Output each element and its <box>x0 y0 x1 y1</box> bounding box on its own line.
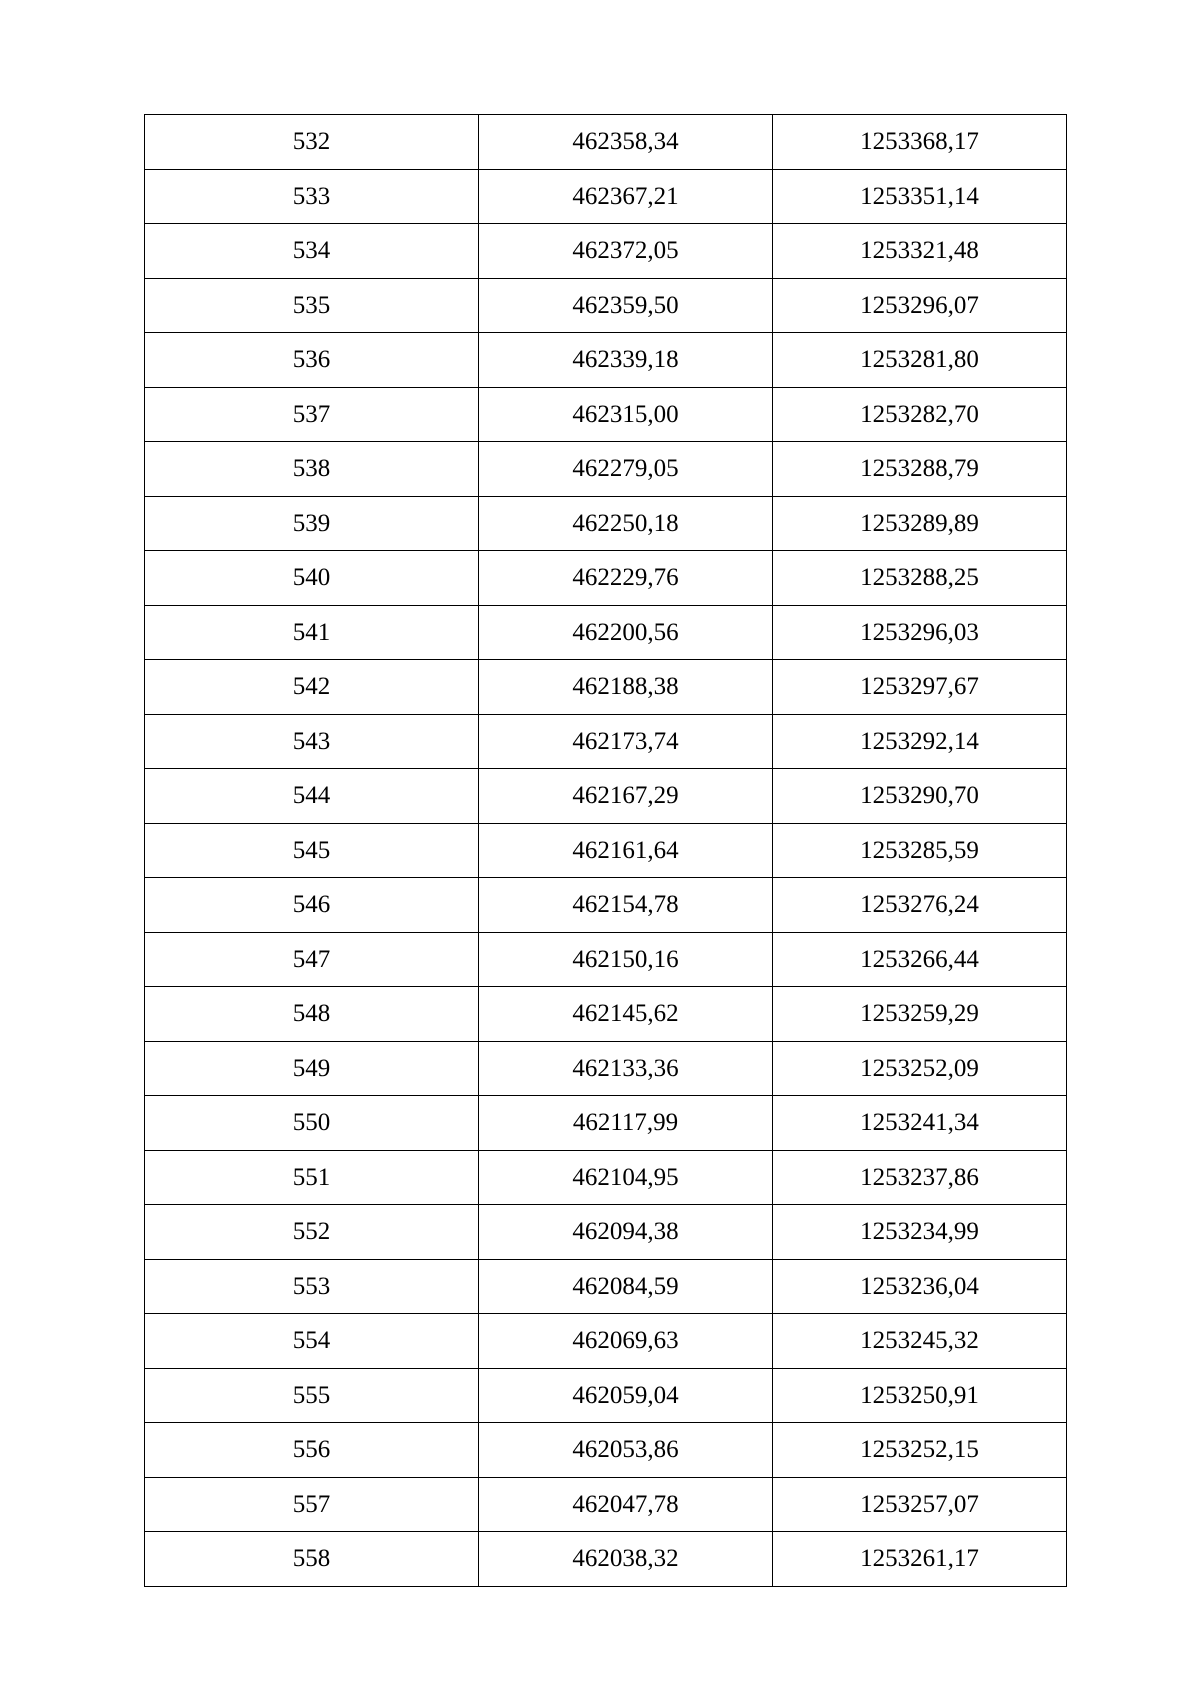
table-row <box>145 1532 1067 1587</box>
x-coordinate-cell: 462315,00 <box>479 387 773 442</box>
point-number-cell: 548 <box>145 987 479 1042</box>
x-coordinate-cell: 462167,29 <box>479 769 773 824</box>
point-number-cell: 547 <box>145 932 479 987</box>
table-row <box>145 1259 1067 1314</box>
table-row <box>145 1041 1067 1096</box>
table-row <box>145 878 1067 933</box>
point-number-cell: 536 <box>145 333 479 388</box>
point-number-cell: 546 <box>145 878 479 933</box>
y-coordinate-cell: 1253281,80 <box>773 333 1067 388</box>
y-coordinate-cell: 1253351,14 <box>773 169 1067 224</box>
table-row <box>145 496 1067 551</box>
y-coordinate-cell: 1253259,29 <box>773 987 1067 1042</box>
point-number-cell: 545 <box>145 823 479 878</box>
x-coordinate-cell: 462145,62 <box>479 987 773 1042</box>
y-coordinate-cell: 1253236,04 <box>773 1259 1067 1314</box>
point-number-cell: 543 <box>145 714 479 769</box>
table-row <box>145 660 1067 715</box>
point-number-cell: 557 <box>145 1477 479 1532</box>
point-number-cell: 549 <box>145 1041 479 1096</box>
table-row <box>145 1423 1067 1478</box>
table-row <box>145 1150 1067 1205</box>
y-coordinate-cell: 1253292,14 <box>773 714 1067 769</box>
x-coordinate-cell: 462150,16 <box>479 932 773 987</box>
y-coordinate-cell: 1253245,32 <box>773 1314 1067 1369</box>
point-number-cell: 539 <box>145 496 479 551</box>
point-number-cell: 554 <box>145 1314 479 1369</box>
x-coordinate-cell: 462154,78 <box>479 878 773 933</box>
point-number-cell: 537 <box>145 387 479 442</box>
x-coordinate-cell: 462053,86 <box>479 1423 773 1478</box>
table-row <box>145 823 1067 878</box>
x-coordinate-cell: 462367,21 <box>479 169 773 224</box>
x-coordinate-cell: 462279,05 <box>479 442 773 497</box>
point-number-cell: 532 <box>145 115 479 170</box>
table-row <box>145 333 1067 388</box>
x-coordinate-cell: 462094,38 <box>479 1205 773 1260</box>
y-coordinate-cell: 1253261,17 <box>773 1532 1067 1587</box>
x-coordinate-cell: 462059,04 <box>479 1368 773 1423</box>
table-row <box>145 169 1067 224</box>
x-coordinate-cell: 462104,95 <box>479 1150 773 1205</box>
y-coordinate-cell: 1253288,25 <box>773 551 1067 606</box>
table-row <box>145 115 1067 170</box>
y-coordinate-cell: 1253285,59 <box>773 823 1067 878</box>
point-number-cell: 534 <box>145 224 479 279</box>
x-coordinate-cell: 462173,74 <box>479 714 773 769</box>
table-row <box>145 387 1067 442</box>
y-coordinate-cell: 1253297,67 <box>773 660 1067 715</box>
table-row <box>145 1314 1067 1369</box>
point-number-cell: 540 <box>145 551 479 606</box>
table-row <box>145 442 1067 497</box>
y-coordinate-cell: 1253296,07 <box>773 278 1067 333</box>
table-row <box>145 1096 1067 1151</box>
x-coordinate-cell: 462200,56 <box>479 605 773 660</box>
point-number-cell: 553 <box>145 1259 479 1314</box>
table-row <box>145 987 1067 1042</box>
y-coordinate-cell: 1253257,07 <box>773 1477 1067 1532</box>
table-row <box>145 278 1067 333</box>
x-coordinate-cell: 462359,50 <box>479 278 773 333</box>
y-coordinate-cell: 1253250,91 <box>773 1368 1067 1423</box>
coordinates-table <box>144 114 1067 1587</box>
point-number-cell: 558 <box>145 1532 479 1587</box>
x-coordinate-cell: 462084,59 <box>479 1259 773 1314</box>
x-coordinate-cell: 462117,99 <box>479 1096 773 1151</box>
x-coordinate-cell: 462133,36 <box>479 1041 773 1096</box>
point-number-cell: 538 <box>145 442 479 497</box>
point-number-cell: 556 <box>145 1423 479 1478</box>
x-coordinate-cell: 462339,18 <box>479 333 773 388</box>
x-coordinate-cell: 462188,38 <box>479 660 773 715</box>
x-coordinate-cell: 462372,05 <box>479 224 773 279</box>
table-row <box>145 1205 1067 1260</box>
table-row <box>145 769 1067 824</box>
table-row <box>145 1477 1067 1532</box>
y-coordinate-cell: 1253266,44 <box>773 932 1067 987</box>
point-number-cell: 552 <box>145 1205 479 1260</box>
x-coordinate-cell: 462069,63 <box>479 1314 773 1369</box>
table-row <box>145 224 1067 279</box>
coordinates-table-body <box>145 115 1067 1587</box>
y-coordinate-cell: 1253276,24 <box>773 878 1067 933</box>
y-coordinate-cell: 1253282,70 <box>773 387 1067 442</box>
x-coordinate-cell: 462047,78 <box>479 1477 773 1532</box>
table-row <box>145 551 1067 606</box>
table-row <box>145 1368 1067 1423</box>
x-coordinate-cell: 462358,34 <box>479 115 773 170</box>
y-coordinate-cell: 1253321,48 <box>773 224 1067 279</box>
point-number-cell: 541 <box>145 605 479 660</box>
table-row <box>145 714 1067 769</box>
table-row <box>145 932 1067 987</box>
y-coordinate-cell: 1253234,99 <box>773 1205 1067 1260</box>
y-coordinate-cell: 1253296,03 <box>773 605 1067 660</box>
point-number-cell: 551 <box>145 1150 479 1205</box>
y-coordinate-cell: 1253288,79 <box>773 442 1067 497</box>
x-coordinate-cell: 462250,18 <box>479 496 773 551</box>
y-coordinate-cell: 1253368,17 <box>773 115 1067 170</box>
point-number-cell: 535 <box>145 278 479 333</box>
y-coordinate-cell: 1253241,34 <box>773 1096 1067 1151</box>
point-number-cell: 544 <box>145 769 479 824</box>
point-number-cell: 550 <box>145 1096 479 1151</box>
point-number-cell: 533 <box>145 169 479 224</box>
y-coordinate-cell: 1253237,86 <box>773 1150 1067 1205</box>
point-number-cell: 542 <box>145 660 479 715</box>
x-coordinate-cell: 462161,64 <box>479 823 773 878</box>
y-coordinate-cell: 1253290,70 <box>773 769 1067 824</box>
table-row <box>145 605 1067 660</box>
x-coordinate-cell: 462229,76 <box>479 551 773 606</box>
y-coordinate-cell: 1253252,09 <box>773 1041 1067 1096</box>
x-coordinate-cell: 462038,32 <box>479 1532 773 1587</box>
y-coordinate-cell: 1253252,15 <box>773 1423 1067 1478</box>
y-coordinate-cell: 1253289,89 <box>773 496 1067 551</box>
point-number-cell: 555 <box>145 1368 479 1423</box>
